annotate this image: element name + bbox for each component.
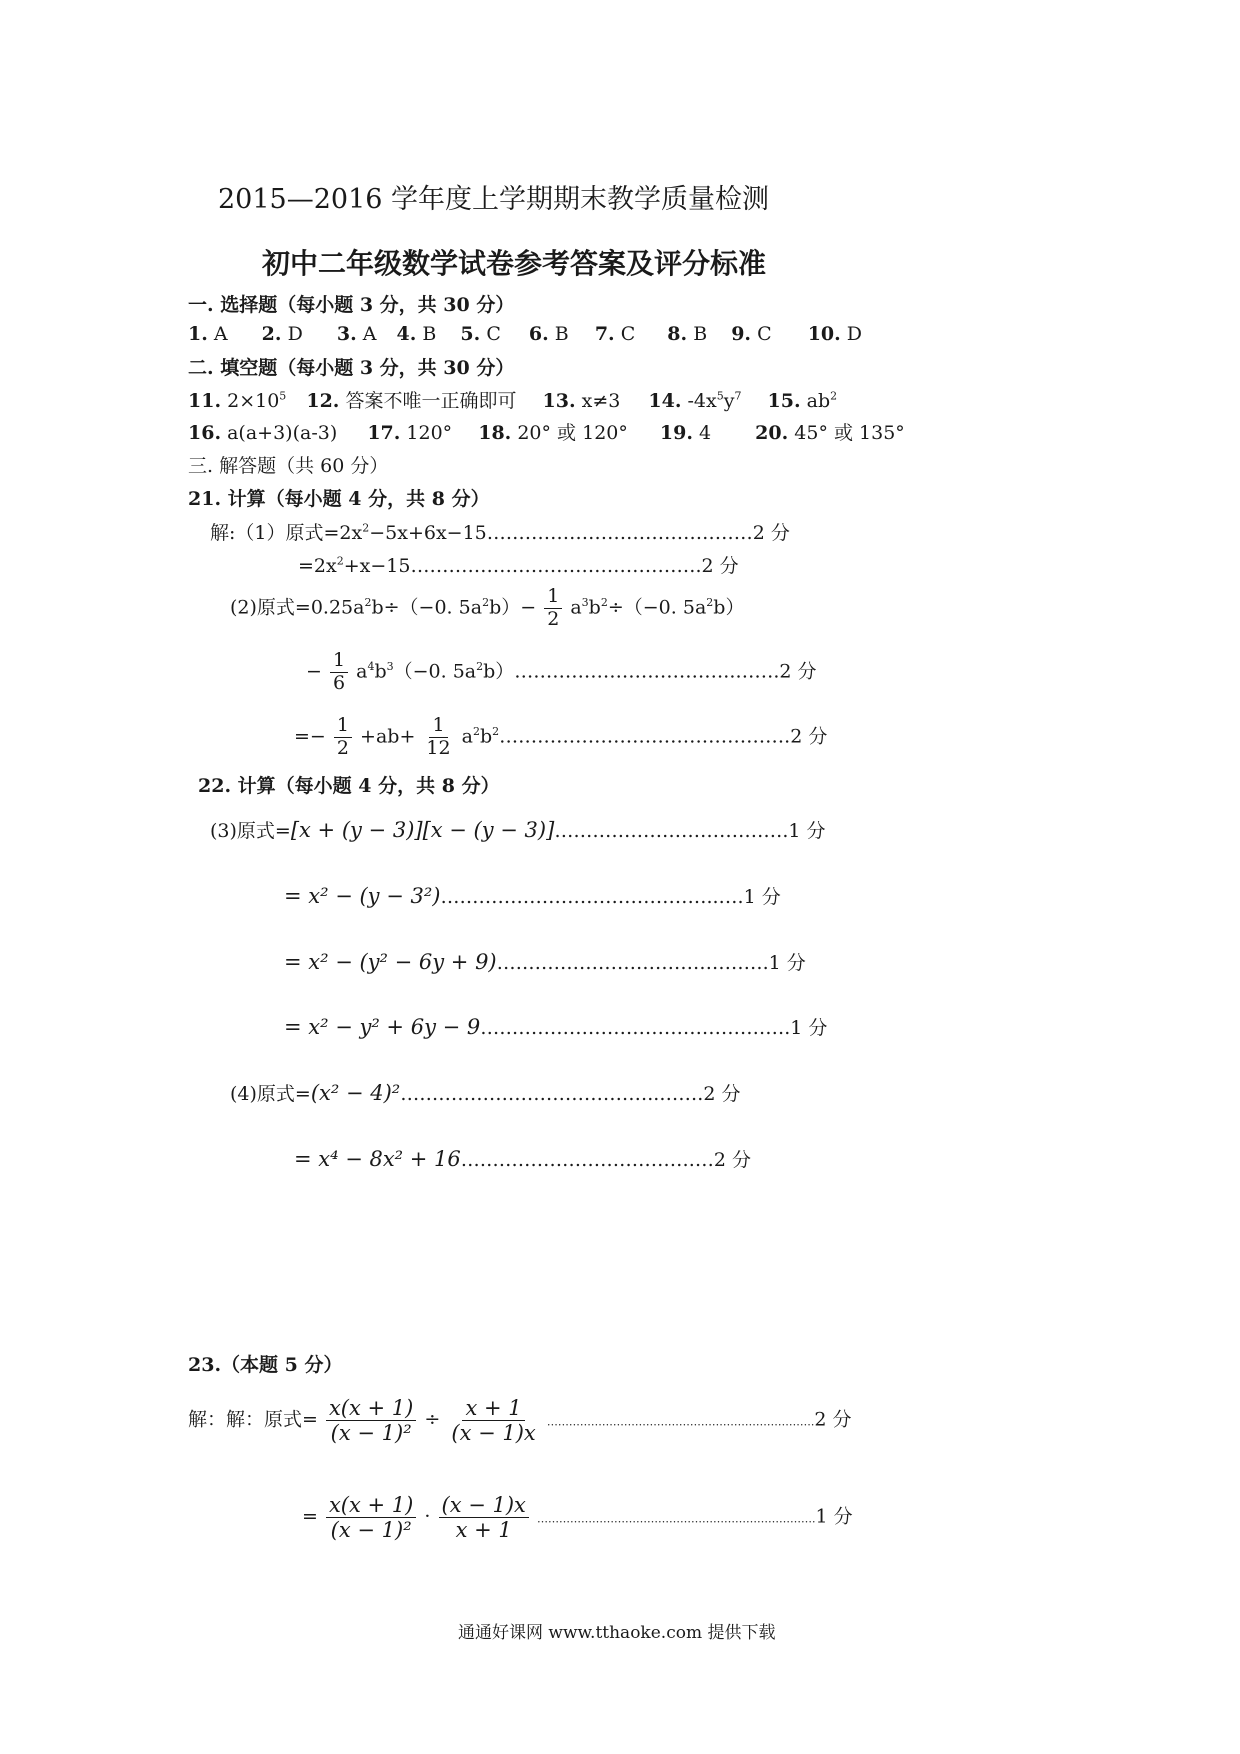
q23-line2: = $\frac{x(x + 1)}{\text{(x − 1)²}}$ · $\frac{(x - 1)x}{x + 1}$ ………………………………………………………………….1 分 xyxy=(302,1493,853,1543)
fraction-one-half: $\frac{1}{2}$ xyxy=(544,586,562,631)
section1-heading: 一. 选择题（每小题 3 分，共 30 分） xyxy=(188,294,515,316)
fraction-4: $\frac{(x - 1)x}{x + 1}$ xyxy=(439,1493,529,1542)
q13: 13. x≠3 xyxy=(542,390,621,412)
q22-line1: (3)原式=[x + (y − 3)][x − (y − 3)]……………………………….1 分 xyxy=(210,818,826,842)
fraction-2: $\frac{x + 1}{(x - 1)x}$ xyxy=(451,1396,536,1446)
q20: 20. 45° 或 135° xyxy=(755,422,905,444)
q12: 12. 答案不唯一正确即可 xyxy=(306,390,517,412)
page-title: 2015—2016 学年度上学期期末教学质量检测 xyxy=(218,184,770,215)
q17: 17. 120° xyxy=(367,422,453,444)
fraction-one-twelfth: $\frac{1}{12}$ xyxy=(426,714,451,759)
q8: 8. B xyxy=(667,323,708,345)
q9: 9. C xyxy=(731,323,772,345)
q4: 4. B xyxy=(396,323,437,345)
q10: 10. D xyxy=(807,323,863,345)
fill-answers-row-2 xyxy=(188,418,905,445)
q22-line5: (4)原式=(x² − 4)²…………………………………..…….2 分 xyxy=(230,1081,741,1105)
q11: 11. $2\times 10^5$ xyxy=(188,389,287,412)
q5: 5. C xyxy=(460,323,501,345)
footer-text: 通通好课网 www.tthaoke.com 提供下载 xyxy=(458,1623,776,1643)
q21-part2-line2: − $\frac{1}{6}$ $a^4b^3(-0$. $5a^2b)\dots\dots\dots\dots\dots\dots\dots\dots\dots\dots\dots..\dots\dots.2$ 分 xyxy=(306,649,817,694)
q15: 15. $ab^2$ xyxy=(767,389,838,412)
q21-line2: $=2x^2+x-15\dots\dots\dots\dots\dots\dots\dots\dots\dots\dots\dots\dots\dots\dots\dots.2$ 分 xyxy=(298,554,739,577)
q19: 19. 4 xyxy=(659,422,712,444)
q23-line1: 解：解：原式= $\frac{x(x + 1)}{\text{(x − 1)²}}$ ÷ $\frac{x + 1}{(x - 1)x}$ ……………………………………………………………….2 分 xyxy=(188,1396,852,1446)
fraction-one-half-2: $\frac{1}{2}$ xyxy=(334,715,352,760)
q14: 14. $-4x^5y^7$ xyxy=(648,389,742,412)
q21-line1: 解:（1）原式$=2x^2-5x+6x-15\dots\dots\dots\dots\dots\dots\dots\dots\dots\dots\dots\dots\dots\dots 2$ 分 xyxy=(210,521,790,544)
q22-line6: = x⁴ − 8x² + 16……………………………….…2 分 xyxy=(294,1147,751,1171)
fraction-3: $\frac{x(x + 1)}{\text{(x − 1)²}}$ xyxy=(326,1493,416,1542)
choice-answers-row xyxy=(188,323,862,345)
q21-part2-line1: (2)原式$=0.25a^2b\div(-0$. $5a^2b)-$ $\frac{1}{2}$ $a^3b^2\div(-0$. $5a^2b$） xyxy=(230,585,745,630)
q18: 18. 20° 或 120° xyxy=(478,422,628,444)
fraction-1: $\frac{x(x + 1)}{\text{(x − 1)²}}$ xyxy=(326,1396,416,1445)
fraction-one-sixth: $\frac{1}{6}$ xyxy=(330,650,348,695)
q21-heading: 21. 计算（每小题 4 分，共 8 分） xyxy=(188,488,490,510)
fill-answers-row-1 xyxy=(188,386,837,413)
q23-heading: 23.（本题 5 分） xyxy=(188,1354,343,1376)
q22-line3: = x² − (y² − 6y + 9)…………………………………….1 分 xyxy=(284,950,806,974)
section2-heading: 二. 填空题（每小题 3 分，共 30 分） xyxy=(188,357,515,379)
q3: 3. A xyxy=(336,323,377,345)
q21-part2-line3: =− $\frac{1}{2}$ +ab+ $\frac{1}{12}$ $a^2b^2\dots\dots\dots\dots\dots\dots\dots\dots\dots\dots\dots\dots\dots\dots\dots.2$ 分 xyxy=(294,714,828,759)
q1: 1. A xyxy=(188,323,228,345)
q2: 2. D xyxy=(261,323,303,345)
q7: 7. C xyxy=(594,323,636,345)
q22-line2: = x² − (y − 3²)……………………………………..….1 分 xyxy=(284,884,781,908)
page-subtitle: 初中二年级数学试卷参考答案及评分标准 xyxy=(262,247,767,280)
q22-line4: = x² − y² + 6y − 9………………………………………….1 分 xyxy=(284,1015,828,1039)
q16: 16. a(a+3)(a-3) xyxy=(188,422,338,444)
q22-heading: 22. 计算（每小题 4 分，共 8 分） xyxy=(198,775,500,797)
section3-heading: 三. 解答题（共 60 分） xyxy=(188,455,389,477)
q6: 6. B xyxy=(528,323,569,345)
